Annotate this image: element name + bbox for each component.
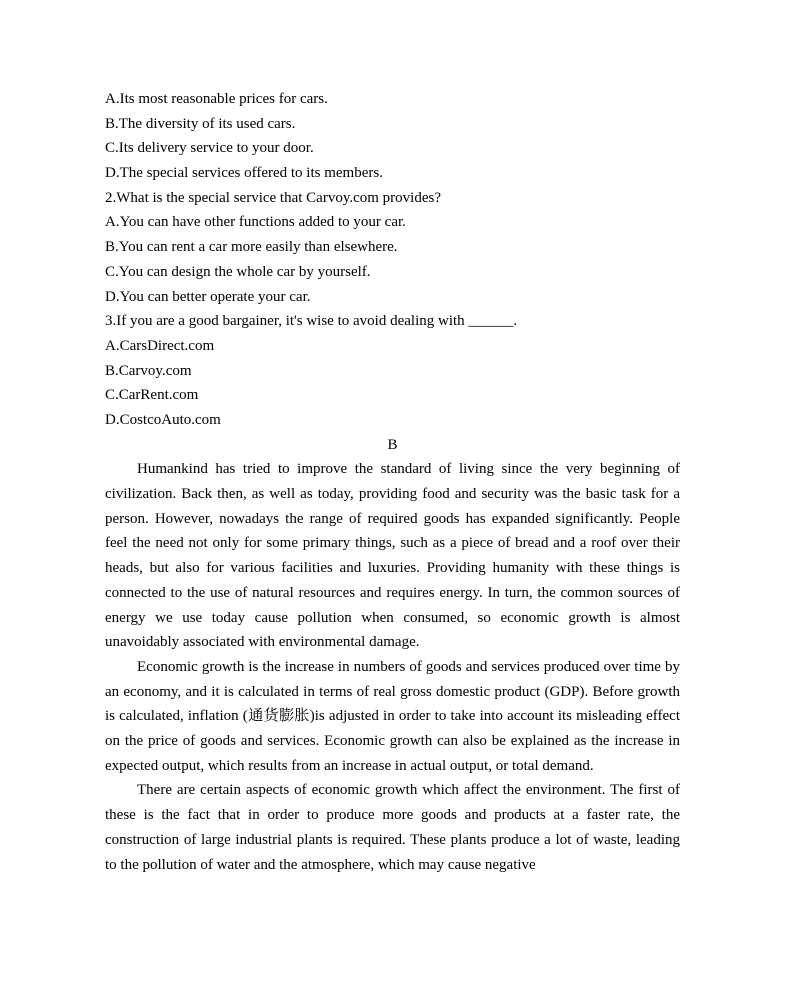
option-line: B.Carvoy.com: [105, 362, 192, 379]
section-heading: B: [387, 436, 398, 453]
passage-paragraph: Humankind has tried to improve the standard of living since the very beginning of civilization. Back then, as well as today, providing food and security was the basic task for a person. However, nowadays the range of required goods has expanded significantly. People feel the need not only for some primary things, such as a piece of bread and a roof over their heads, but also for various facilities and luxuries. Providing humanity with these things is connected to the use of natural resources and requires energy. In turn, the common sources of energy we use today cause pollution when consumed, so economic growth is almost unavoidably associated with environmental damage.: [105, 461, 680, 651]
option-line: A.CarsDirect.com: [105, 337, 215, 354]
option-line: B.The diversity of its used cars.: [105, 115, 296, 132]
option-line: D.The special services offered to its members.: [105, 165, 383, 182]
option-line: D.CostcoAuto.com: [105, 411, 221, 428]
question-line: 2.What is the special service that Carvoy.com provides?: [105, 189, 441, 206]
option-line: A.Its most reasonable prices for cars.: [105, 91, 328, 107]
passage-paragraph: There are certain aspects of economic growth which affect the environment. The first of these is the fact that in order to produce more goods and products at a faster rate, the construction of large industrial plants is required. These plants produce a lot of waste, leading to the pollution of water and the atmosphere, which may cause negative: [105, 782, 680, 873]
passage-paragraph: Economic growth is the increase in numbers of goods and services produced over time by an economy, and it is calculated in terms of real gross domestic product (GDP). Before growth is calculated, inflation (通货膨胀)is adjusted in order to take into account its misleading effect on the price of goods and services. Economic growth can also be explained as the increase in expected output, which results from an increase in actual output, or total demand.: [105, 658, 680, 774]
option-line: C.CarRent.com: [105, 387, 199, 404]
document-body: [105, 87, 680, 877]
option-line: C.Its delivery service to your door.: [105, 140, 314, 157]
question-line: 3.If you are a good bargainer, it's wise to avoid dealing with ______.: [105, 313, 518, 330]
option-line: B.You can rent a car more easily than elsewhere.: [105, 239, 398, 256]
option-line: C.You can design the whole car by yourself.: [105, 263, 371, 280]
option-line: A.You can have other functions added to your car.: [105, 214, 406, 231]
option-line: D.You can better operate your car.: [105, 288, 311, 305]
